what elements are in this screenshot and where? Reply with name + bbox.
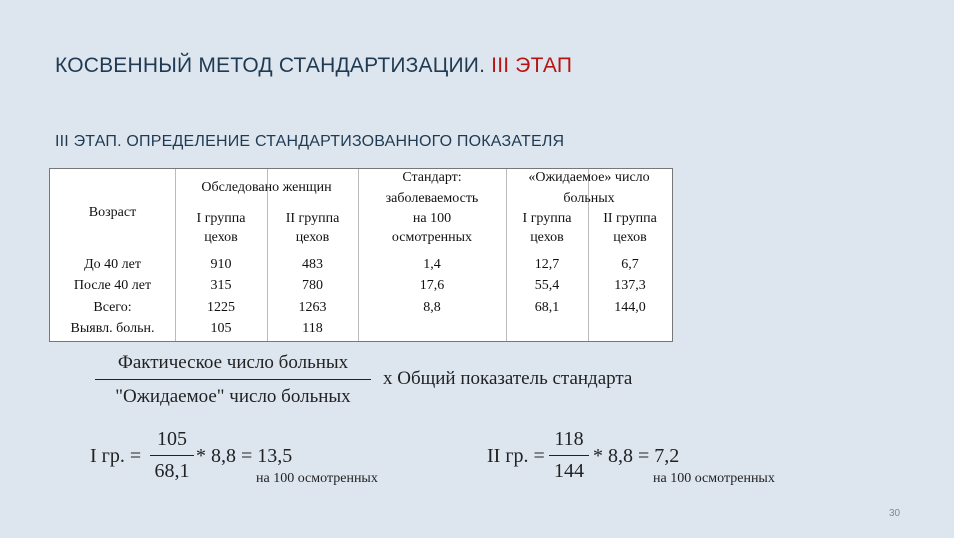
formula-group1-numerator: 105 [157, 428, 187, 450]
formula-main-tail: х Общий показатель стандарта [383, 368, 633, 389]
row1-group1: 910 [210, 257, 232, 272]
row2-standard: 17,6 [419, 278, 445, 293]
header-standard-line3: на 100 [412, 211, 452, 226]
row2-expected-group1: 55,4 [534, 278, 560, 293]
formula-group2-note: на 100 осмотренных [653, 471, 775, 486]
slide-title [55, 54, 572, 78]
header-expected-group2-line1: II группа [603, 211, 657, 226]
row4-age: Выявл. больн. [70, 321, 155, 336]
row2-group2: 780 [302, 278, 323, 293]
header-standard-line1: Стандарт: [402, 170, 462, 185]
slide-subtitle: III ЭТАП. ОПРЕДЕЛЕНИЕ СТАНДАРТИЗОВАННОГО ПОКАЗАТЕЛЯ [55, 133, 565, 150]
header-expected-group2-line2: цехов [613, 230, 647, 245]
slide-title-main: КОСВЕННЫЙ МЕТОД СТАНДАРТИЗАЦИИ. [55, 54, 486, 77]
row4-group1: 105 [210, 321, 232, 336]
data-table [49, 168, 673, 342]
formula-group1-rhs: * 8,8 = 13,5 [196, 445, 293, 467]
row2-age: После 40 лет [73, 278, 152, 293]
row3-expected-group2: 144,0 [614, 300, 646, 315]
header-expected-group1-line1: I группа [522, 211, 572, 226]
row4-group2: 118 [302, 321, 323, 336]
row1-age: До 40 лет [84, 257, 141, 272]
formula-main-bar [95, 379, 371, 380]
row3-group1: 1225 [207, 300, 235, 315]
row3-expected-group1: 68,1 [534, 300, 560, 315]
formula-main-denominator: "Ожидаемое" число больных [115, 386, 351, 407]
page-number: 30 [889, 508, 901, 519]
row2-expected-group2: 137,3 [614, 278, 646, 293]
header-standard-line2: заболеваемость [385, 191, 479, 206]
row1-expected-group1: 12,7 [534, 257, 560, 272]
row2-group1: 315 [210, 278, 232, 293]
row3-standard: 8,8 [423, 300, 441, 315]
slide-title-accent: III ЭТАП [491, 54, 573, 77]
formula-group2-denominator: 144 [554, 460, 584, 482]
row1-standard: 1,4 [423, 257, 441, 272]
formula-group1-denominator: 68,1 [154, 460, 190, 482]
header-group1-line1: I группа [196, 211, 246, 226]
formula-main [95, 352, 695, 412]
formula-group1-note: на 100 осмотренных [256, 471, 378, 486]
header-group1-line2: цехов [204, 230, 238, 245]
header-expected-group1-line2: цехов [530, 230, 564, 245]
row3-group2: 1263 [298, 300, 327, 315]
formula-group2-lhs: II гр. = [487, 445, 545, 467]
formula-main-numerator: Фактическое число больных [117, 352, 349, 373]
header-expected-line2: больных [563, 191, 615, 206]
header-group2-line1: II группа [285, 211, 340, 226]
header-group2-line2: цехов [295, 230, 330, 245]
formula-group2 [487, 428, 827, 492]
formula-group2-rhs: * 8,8 = 7,2 [593, 445, 680, 467]
row3-age: Всего: [93, 300, 132, 315]
formula-group2-bar [549, 455, 589, 456]
header-expected-line1: «Ожидаемое» число [528, 170, 650, 185]
header-age: Возраст [88, 205, 137, 220]
header-standard-line4: осмотренных [391, 230, 473, 245]
row1-group2: 483 [302, 257, 323, 272]
formula-group1-lhs: I гр. = [90, 445, 142, 467]
row1-expected-group2: 6,7 [621, 257, 639, 272]
formula-group1 [90, 428, 430, 492]
formula-group1-bar [150, 455, 194, 456]
header-examined: Обследовано женщин [201, 180, 332, 195]
formula-group2-numerator: 118 [554, 428, 584, 450]
